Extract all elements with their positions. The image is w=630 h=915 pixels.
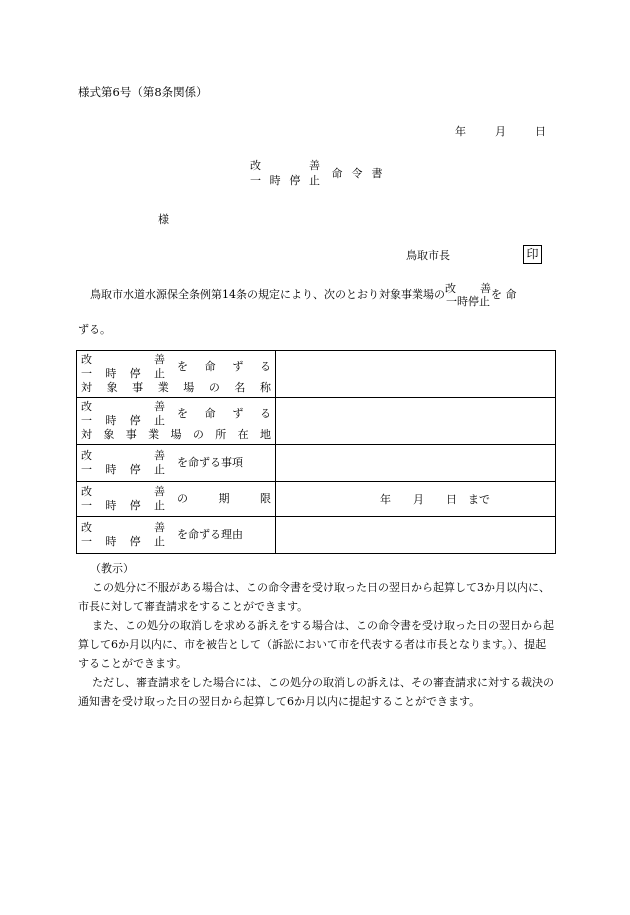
note-paragraph: ただし、審査請求をした場合には、この処分の取消しの訴えは、その審査請求に対する裁決の通知書を受け取った日の翌日から起算して6か月以内に提起することができます。 [78, 676, 554, 708]
cell-text: 象 [103, 428, 115, 441]
cell-text: 命 [204, 407, 216, 420]
cell-text: 事 [125, 428, 137, 441]
cell-text: ず [232, 360, 244, 373]
cell-text: 時 [105, 367, 117, 380]
deadline-value [276, 482, 556, 517]
cell-text: 一 [81, 499, 92, 512]
row-value [276, 517, 556, 554]
cell-text: 称 [259, 381, 271, 394]
cell-text: る [259, 407, 271, 420]
cell-text: を [177, 360, 188, 373]
note-paragraph: この処分に不服がある場合は、この命令書を受け取った日の翌日から起算して3か月以内に、市長に対して審査請求をすることができます。 [78, 581, 550, 613]
document-title [250, 158, 392, 188]
cell-text: を命ずる理由 [177, 528, 243, 541]
cell-text: 地 [260, 428, 271, 441]
cell-text: 停 [129, 499, 141, 512]
cell-text: 業 [148, 428, 160, 441]
title-tei: 停 [289, 174, 301, 187]
cell-text: 停 [129, 463, 141, 476]
title-ichi: 一 [250, 174, 261, 187]
title-shi: 止 [308, 174, 320, 187]
form-number: 様式第6号（第8条関係） [78, 85, 208, 99]
cell-text: 対 [81, 381, 92, 394]
cell-text: 命 [204, 360, 216, 373]
table-row [77, 445, 556, 482]
cell-text: 改 [81, 521, 92, 534]
body-ichiji: 一時停止 [446, 295, 490, 308]
seal-mark: 印 [523, 245, 542, 264]
cell-text: 止 [153, 535, 165, 548]
title-rest: 命令書 [331, 167, 392, 180]
date-line [455, 123, 546, 139]
cell-text: 改 [81, 485, 92, 498]
cell-text: の [177, 492, 188, 505]
cell-text: 場 [183, 381, 195, 394]
row-value [276, 351, 556, 398]
cell-text: 善 [154, 449, 165, 462]
table-row [77, 517, 556, 554]
cell-text: る [259, 360, 271, 373]
cell-text: 止 [153, 367, 165, 380]
cell-text: 改 [81, 353, 92, 366]
instruction-notes [78, 578, 556, 711]
title-kai: 改 [250, 159, 261, 172]
cell-text: 象 [106, 381, 118, 394]
cell-text: 対 [81, 428, 92, 441]
row-label [77, 445, 276, 482]
row-label [77, 482, 276, 517]
cell-text: 改 [81, 449, 92, 462]
addressee-suffix: 様 [158, 213, 169, 226]
deadline-text: 年 月 日 まで [380, 493, 490, 506]
cell-text: 停 [129, 535, 141, 548]
body-paragraph [78, 282, 558, 337]
body-suffix: を 命 [491, 288, 517, 301]
body-zen: 善 [480, 282, 491, 295]
cell-text: 一 [81, 414, 92, 427]
cell-text: 事 [132, 381, 144, 394]
cell-text: 善 [154, 485, 165, 498]
cell-text: 時 [105, 499, 117, 512]
cell-text: 一 [81, 535, 92, 548]
cell-text: 停 [129, 367, 141, 380]
body-stack [445, 282, 491, 308]
cell-text: を [177, 407, 188, 420]
cell-text: 改 [81, 400, 92, 413]
row-label [77, 351, 276, 398]
table-row [77, 351, 556, 398]
title-zen: 善 [309, 159, 320, 172]
cell-text: ず [232, 407, 244, 420]
order-table [76, 350, 556, 554]
cell-text: 止 [153, 414, 165, 427]
title-ji: 時 [269, 174, 281, 187]
date-month: 月 [495, 125, 506, 138]
cell-text: 業 [157, 381, 169, 394]
cell-text: 善 [154, 400, 165, 413]
body-continuation: ずる。 [78, 323, 111, 336]
instruction-heading: （教示） [90, 562, 134, 575]
cell-text: 限 [260, 492, 271, 505]
cell-text: 善 [154, 521, 165, 534]
date-year: 年 [455, 125, 466, 138]
title-stack [250, 158, 320, 188]
row-label [77, 398, 276, 445]
cell-text: 一 [81, 367, 92, 380]
cell-text: 時 [105, 463, 117, 476]
cell-text: 停 [129, 414, 141, 427]
cell-text: 時 [105, 414, 117, 427]
cell-text: の [192, 428, 204, 441]
cell-text: 期 [218, 492, 230, 505]
cell-text: を命ずる事項 [177, 456, 243, 469]
cell-text: の [208, 381, 220, 394]
body-kai: 改 [445, 282, 456, 295]
issuer: 鳥取市長 [406, 249, 450, 262]
date-day: 日 [535, 125, 546, 138]
cell-text: 善 [154, 353, 165, 366]
row-label [77, 517, 276, 554]
table-row [77, 482, 556, 517]
cell-text: 止 [153, 463, 165, 476]
note-paragraph: また、この処分の取消しを求める訴えをする場合は、この命令書を受け取った日の翌日から起算して6か月以内に、市を被告として（訴訟において市を代表する者は市長となります。）、提起することができます。 [78, 619, 554, 670]
cell-text: 止 [153, 499, 165, 512]
cell-text: 在 [237, 428, 249, 441]
cell-text: 名 [234, 381, 246, 394]
row-value [276, 398, 556, 445]
row-value [276, 445, 556, 482]
table-row [77, 398, 556, 445]
cell-text: 一 [81, 463, 92, 476]
cell-text: 場 [170, 428, 182, 441]
cell-text: 所 [215, 428, 227, 441]
body-prefix: 鳥取市水道水源保全条例第14条の規定により、次のとおり対象事業場の [90, 288, 445, 301]
cell-text: 時 [105, 535, 117, 548]
